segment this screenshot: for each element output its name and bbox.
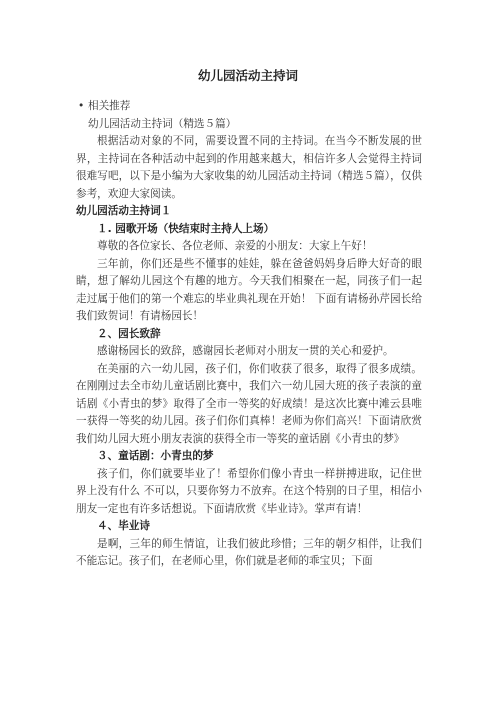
- item-heading: ２、园长致辞: [97, 327, 161, 340]
- body-paragraph: 三年前，你们还是些不懂事的娃娃，躲在爸爸妈妈身后睁大好奇的眼睛，想了解幼儿园这个有趣的地方。今天我们相聚在一起，同孩子们一起走过属于他们的第一个难忘的毕业典礼现在开始！ 下面有请杨孙芹园长给我们致贺词！有请杨园长！: [76, 257, 422, 322]
- item-heading: １. 园歌开场（快结束时主持人上场）: [97, 222, 275, 235]
- item-heading: ３、童话剧：小青虫的梦: [97, 450, 214, 462]
- body-paragraph: 尊敬的各位家长、各位老师、亲爱的小朋友：大家上午好！: [97, 240, 373, 252]
- body-paragraph: 是啊，三年的师生情谊，让我们彼此珍惜；三年的朝夕相伴，让我们不能忘记。孩子们，在老师心里，你们就是老师的乖宝贝；下面: [76, 537, 422, 567]
- intro-paragraph: 根据活动对象的不同，需要设置不同的主持词。在当今不断发展的世界，主持词在各种活动中起到的作用越来越大，相信许多人会觉得主持词很难写吧，以下是小编为大家收集的幼儿园活动主持词（精选５篇），仅供参考，欢迎大家阅读。: [76, 135, 422, 200]
- item-heading: ４、毕业诗: [97, 520, 150, 532]
- document-body: [76, 98, 422, 571]
- body-paragraph: 感谢杨园长的致辞，感谢园长老师对小朋友一贯的关心和爱护。: [97, 345, 394, 357]
- page-title: 幼儿园活动主持词: [197, 68, 298, 83]
- section-heading: 幼儿园活动主持词１: [76, 205, 172, 217]
- subtitle: 幼儿园活动主持词（精选５篇）: [88, 117, 237, 130]
- related-link[interactable]: • 相关推荐: [76, 98, 422, 116]
- body-paragraph: 孩子们，你们就要毕业了！希望你们像小青虫一样拼搏进取，记住世界上没有什么 不可以，只要你努力不放弃。在这个特别的日子里，相信小朋友一定也有许多话想说。下面请欣赏《毕业诗》。掌声有请！: [76, 467, 422, 515]
- body-paragraph: 在美丽的六一幼儿园，孩子们，你们收获了很多，取得了很多成绩。在刚刚过去全市幼儿童话剧比赛中，我们六一幼儿园大班的孩子表演的童话剧《小青虫的梦》取得了全市一等奖的好成绩！是这次比赛中滩云县唯一获得一等奖的幼儿园。孩子们你们真棒！老师为你们高兴！下面请欣赏我们幼儿园大班小朋友表演的获得全市一等奖的童话剧《小青虫的梦》: [76, 362, 422, 445]
